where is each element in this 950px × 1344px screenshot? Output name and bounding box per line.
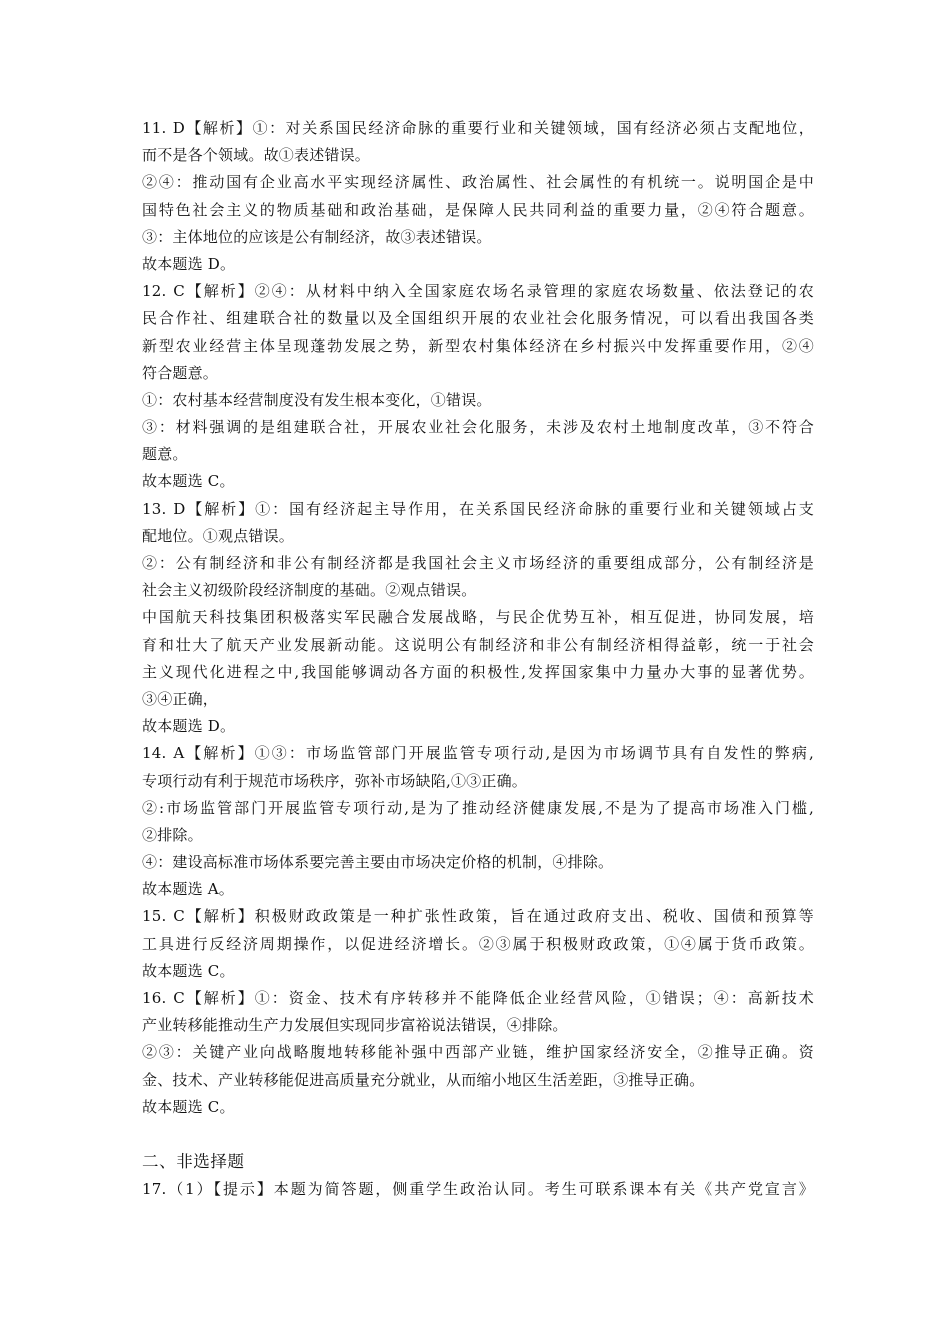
text-line: 故本题选 C。 [142, 1097, 235, 1116]
text-line: 新型农业经营主体呈现蓬勃发展之势，新型农村集体经济在乡村振兴中发挥重要作用，②④ [142, 336, 814, 355]
text-line: ②：公有制经济和非公有制经济都是我国社会主义市场经济的重要组成部分，公有制经济是 [142, 554, 814, 572]
text-line: 而不是各个领域。故①表述错误。 [142, 146, 371, 165]
text-line: 主义现代化进程之中,我国能够调动各方面的积极性,发挥国家集中力量办大事的显著优势。 [142, 662, 814, 681]
text-line: 17.（1）【提示】本题为简答题，侧重学生政治认同。考生可联系课本有关《共产党宣言》 [142, 1179, 814, 1198]
text-line: ①：农村基本经营制度没有发生根本变化，①错误。 [142, 390, 492, 409]
text-line: 15. C【解析】积极财政政策是一种扩张性政策，旨在通过政府支出、税收、国债和预算等 [142, 907, 814, 926]
text-line: ③④正确， [142, 689, 219, 708]
text-line: 故本题选 D。 [142, 254, 236, 273]
text-line: ④：建设高标准市场体系要完善主要由市场决定价格的机制，④排除。 [142, 853, 614, 872]
text-line: ③：材料强调的是组建联合社，开展农业社会化服务，未涉及农村土地制度改革，③不符合 [142, 418, 814, 437]
text-line: 故本题选 A。 [142, 880, 235, 899]
text-line: 11. D【解析】①：对关系国民经济命脉的重要行业和关键领域，国有经济必须占支配地位， [142, 119, 814, 137]
text-line: 13. D【解析】①：国有经济起主导作用，在关系国民经济命脉的重要行业和关键领域占支 [142, 499, 814, 518]
text-line: 符合题意。 [142, 363, 219, 382]
text-line: 配地位。①观点错误。 [142, 526, 295, 545]
text-line: 工具进行反经济周期操作，以促进经济增长。②③属于积极财政政策，①④属于货币政策。 [142, 934, 814, 953]
section-gap [142, 1121, 814, 1148]
text-line: 专项行动有利于规范市场秩序，弥补市场缺陷,①③正确。 [142, 771, 527, 790]
text-line: ③：主体地位的应该是公有制经济，故③表述错误。 [142, 227, 492, 246]
section-title: 二、非选择题 [142, 1151, 245, 1171]
text-line: 14. A【解析】①③：市场监管部门开展监管专项行动,是因为市场调节具有自发性的弊病, [142, 744, 814, 763]
text-line: 国特色社会主义的物质基础和政治基础，是保障人民共同利益的重要力量，②④符合题意。 [142, 200, 814, 219]
text-line: 产业转移能推动生产力发展但实现同步富裕说法错误，④排除。 [142, 1016, 568, 1035]
text-line: ②③：关键产业向战略腹地转移能补强中西部产业链，维护国家经济安全，②推导正确。资 [142, 1043, 814, 1062]
text-line: 中国航天科技集团积极落实军民融合发展战略，与民企优势互补，相互促进，协同发展，培 [142, 608, 814, 627]
answer-explanations [142, 115, 814, 1121]
text-line: ②排除。 [142, 825, 203, 844]
text-line: 民合作社、组建联合社的数量以及全国组织开展的农业社会化服务情况，可以看出我国各类 [142, 309, 814, 328]
text-line: 金、技术、产业转移能促进高质量充分就业，从而缩小地区生活差距，③推导正确。 [142, 1070, 705, 1089]
text-line: ②:市场监管部门开展监管专项行动,是为了推动经济健康发展,不是为了提高市场准入门槛, [142, 798, 814, 817]
text-line: 16. C【解析】①：资金、技术有序转移并不能降低企业经营风险，①错误；④：高新技术 [142, 989, 814, 1007]
text-line: 故本题选 C。 [142, 961, 235, 980]
document-page [142, 115, 814, 1203]
text-line: 题意。 [142, 445, 188, 464]
text-line: 育和壮大了航天产业发展新动能。这说明公有制经济和非公有制经济相得益彰，统一于社会 [142, 635, 814, 654]
short-answer-section [142, 1176, 814, 1203]
text-line: 故本题选 C。 [142, 472, 235, 491]
text-line: 12. C【解析】②④：从材料中纳入全国家庭农场名录管理的家庭农场数量、依法登记的农 [142, 282, 814, 301]
text-line: 社会主义初级阶段经济制度的基础。②观点错误。 [142, 581, 477, 600]
text-line: 故本题选 D。 [142, 717, 236, 736]
text-line: ②④：推动国有企业高水平实现经济属性、政治属性、社会属性的有机统一。说明国企是中 [142, 173, 814, 192]
